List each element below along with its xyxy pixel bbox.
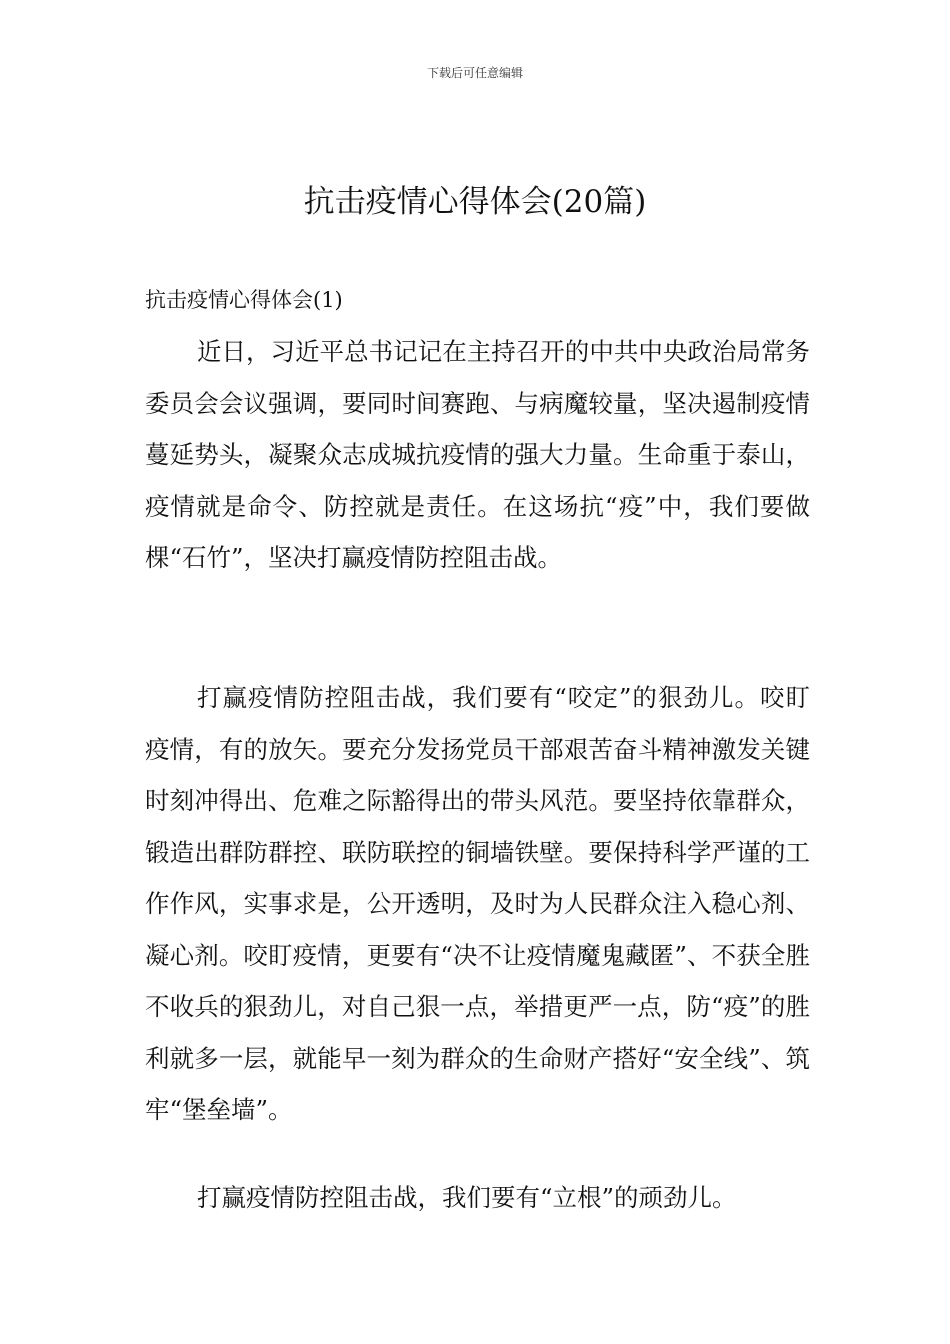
paragraph-3: 打赢疫情防控阻击战，我们要有“立根”的顽劲儿。 (197, 1183, 737, 1212)
paragraph-2: 打赢疫情防控阻击战，我们要有“咬定”的狠劲儿。咬盯疫情，有的放矢。要充分发扬党员干部艰苦奋斗精神激发关键时刻冲得出、危难之际豁得出的带头风范。要坚持依靠群众，锻造出群防群控、联防联控的铜墙铁壁。要保持科学严谨的工作作风，实事求是，公开透明，及时为人民群众注入稳心剂、凝心剂。咬盯疫情，更要有“决不让疫情魔鬼藏匿”、不获全胜不收兵的狠劲儿，对自己狠一点，举措更严一点，防“疫”的胜利就多一层，就能早一刻为群众的生命财产搭好“安全线”、筑牢“堡垒墙”。 (145, 683, 810, 1124)
paragraph-1: 近日，习近平总书记记在主持召开的中共中央政治局常务委员会会议强调，要同时间赛跑、与病魔较量，坚决遏制疫情蔓延势头，凝聚众志成城抗疫情的强大力量。生命重于泰山，疫情就是命令、防控就是责任。在这场抗“疫”中，我们要做棵“石竹”，坚决打赢疫情防控阻击战。 (145, 337, 810, 572)
document-title: 抗击疫情心得体会(20篇) (303, 184, 647, 220)
header-note: 下载后可任意编辑 (426, 66, 523, 80)
section-heading: 抗击疫情心得体会(1) (145, 288, 343, 312)
